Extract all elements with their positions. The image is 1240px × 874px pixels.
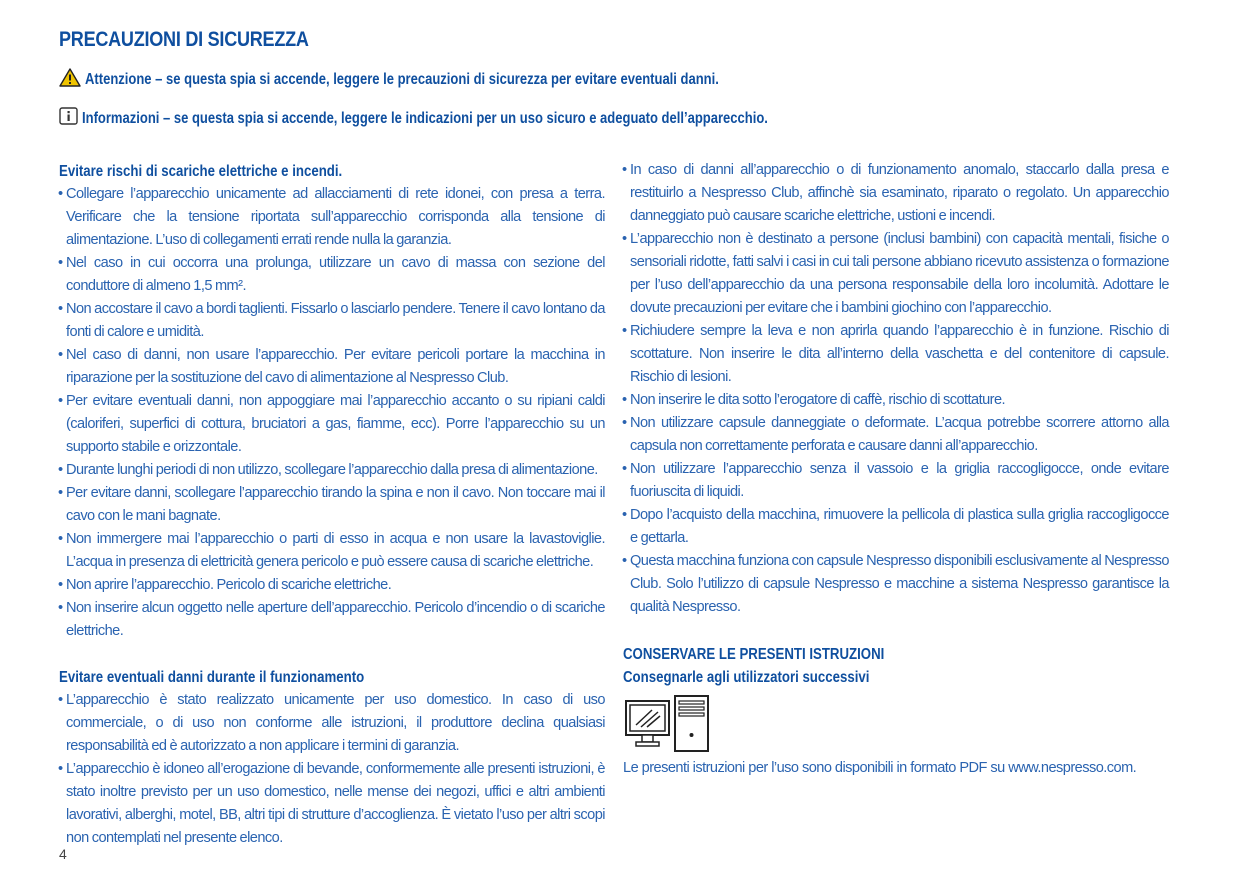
list-item: • Non inserire alcun oggetto nelle aperture dell’apparecchio. Pericolo d’incendio o di scariche elettriche.: [59, 597, 605, 643]
list-item: • Non utilizzare l’apparecchio senza il vassoio e la griglia raccogligocce, onde evitare fuoriuscita di liquidi.: [623, 458, 1169, 504]
conserve-heading: CONSERVARE LE PRESENTI ISTRUZIONI: [623, 646, 885, 663]
electric-section-heading: Evitare rischi di scariche elettriche e incendi.: [59, 163, 343, 180]
list-item: • L’apparecchio è stato realizzato unicamente per uso domestico. In caso di uso commerciale, o di uso non conforme alle istruzioni, il produttore declina qualsiasi responsabilità ed è autorizzato a non applicare i termini di garanzia.: [59, 689, 605, 758]
list-item: • Non utilizzare capsule danneggiate o deformate. L’acqua potrebbe scorrere attorno alla capsula non correttamente perforata e causare danni all’apparecchio.: [623, 412, 1169, 458]
info-notice: [59, 107, 899, 130]
conserve-block: [623, 643, 1169, 780]
right-list: [623, 159, 1169, 619]
list-item: • Durante lunghi periodi di non utilizzo, scollegare l’apparecchio dalla presa di alimentazione.: [59, 459, 605, 482]
list-item: • Non aprire l’apparecchio. Pericolo di scariche elettriche.: [59, 574, 605, 597]
warning-triangle-icon: [59, 68, 81, 92]
pdf-note: Le presenti istruzioni per l’uso sono disponibili in formato PDF su www.nespresso.com.: [623, 760, 1137, 776]
info-text: Informazioni – se questa spia si accende, leggere le indicazioni per un uso sicuro e adeguato dell’apparecchio.: [82, 109, 768, 127]
list-item: • Non immergere mai l’apparecchio o parti di esso in acqua e non usare la lavastoviglie. L’acqua in presenza di elettricità genera pericolo e può essere causa di scariche elettriche.: [59, 528, 605, 574]
computer-icon: [624, 695, 710, 755]
right-column: [623, 159, 1169, 780]
list-item: • Richiudere sempre la leva e non aprirla quando l’apparecchio è in funzione. Rischio di scottature. Non inserire le dita all’interno della vaschetta e del contenitore di capsule. Rischio di lesioni.: [623, 320, 1169, 389]
page-title: PRECAUZIONI DI SICUREZZA: [59, 28, 309, 51]
list-item: • Collegare l’apparecchio unicamente ad allacciamenti di rete idonei, con presa a terra. Verificare che la tensione riportata sull’apparecchio corrisponda alla tensione di alimentazione. L’uso di collegamenti errati rende nulla la garanzia.: [59, 183, 605, 252]
list-item: • Dopo l’acquisto della macchina, rimuovere la pellicola di plastica sulla griglia raccogligocce e gettarla.: [623, 504, 1169, 550]
conserve-subheading: Consegnarle agli utilizzatori successivi: [623, 669, 870, 686]
electric-list: [59, 183, 605, 643]
list-item: • Nel caso di danni, non usare l’apparecchio. Per evitare pericoli portare la macchina in riparazione per la sostituzione del cavo di alimentazione al Nespresso Club.: [59, 344, 605, 390]
list-item: • Per evitare danni, scollegare l’apparecchio tirando la spina e non il cavo. Non toccare mai il cavo con le mani bagnate.: [59, 482, 605, 528]
info-icon: [59, 107, 78, 130]
attention-text: Attenzione – se questa spia si accende, leggere le precauzioni di sicurezza per evitare eventuali danni.: [85, 71, 719, 88]
list-item: • Per evitare eventuali danni, non appoggiare mai l’apparecchio accanto o su ripiani caldi (caloriferi, superfici di cottura, bruciatori a gas, fiamme, ecc). Porre l’apparecchio su un supporto stabile e orizzontale.: [59, 390, 605, 459]
attention-notice: [59, 68, 840, 92]
list-item: • Questa macchina funziona con capsule Nespresso disponibili esclusivamente al Nespresso Club. Solo l’utilizzo di capsule Nespresso e macchine a sistema Nespresso garantisce la qualità Nespresso.: [623, 550, 1169, 619]
left-column: [59, 160, 605, 850]
list-item: • L’apparecchio è idoneo all’erogazione di bevande, conformemente alle presenti istruzioni, è stato inoltre previsto per un uso domestico, nelle mense dei negozi, uffici e altri ambienti lavorativi, alberghi, motel, BB, altri tipi di strutture d’accoglienza. È vietato l’uso per altri scopi non contemplati nel presente elenco.: [59, 758, 605, 850]
page-number: 4: [59, 846, 67, 862]
list-item: • In caso di danni all’apparecchio o di funzionamento anomalo, staccarlo dalla presa e restituirlo a Nespresso Club, affinchè sia esaminato, riparato o regolato. Un apparecchio danneggiato può causare scariche elettriche, ustioni e incendi.: [623, 159, 1169, 228]
list-item: • Non accostare il cavo a bordi taglienti. Fissarlo o lasciarlo pendere. Tenere il cavo lontano da fonti di calore e umidità.: [59, 298, 605, 344]
list-item: • L’apparecchio non è destinato a persone (inclusi bambini) con capacità mentali, fisiche o sensoriali ridotte, fatti salvi i casi in cui tali persone abbiano ricevuto assistenza o formazione per l’uso dell’apparecchio da una persona responsabile della loro incolumità. Adottare le dovute precauzioni per evitare che i bambini giochino con l’apparecchio.: [623, 228, 1169, 320]
operation-list: [59, 689, 605, 850]
list-item: • Non inserire le dita sotto l’erogatore di caffè, rischio di scottature.: [623, 389, 1169, 412]
list-item: • Nel caso in cui occorra una prolunga, utilizzare un cavo di massa con sezione del conduttore di almeno 1,5 mm².: [59, 252, 605, 298]
operation-section-heading: Evitare eventuali danni durante il funzionamento: [59, 669, 365, 686]
